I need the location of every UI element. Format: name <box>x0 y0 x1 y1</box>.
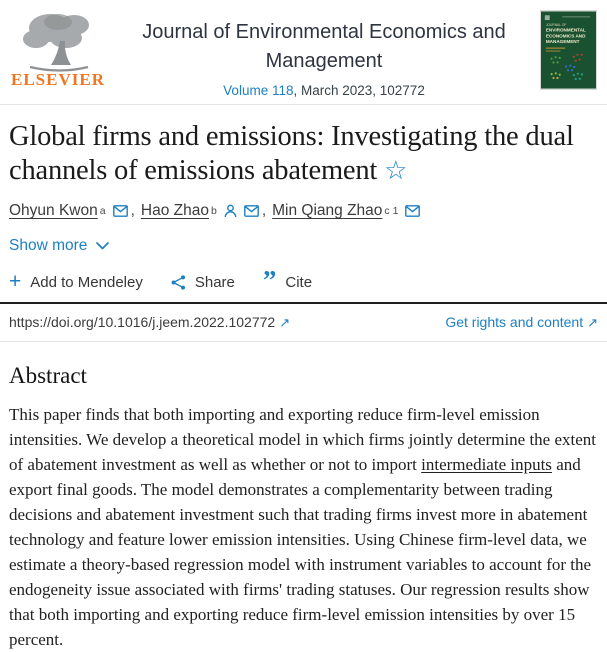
abstract-section <box>0 363 607 652</box>
external-link-icon: ↗ <box>587 314 598 330</box>
external-link-icon: ↗ <box>279 314 291 330</box>
show-more-label: Show more <box>9 236 88 254</box>
rights-label: Get rights and content <box>445 313 584 330</box>
page-title <box>9 120 584 189</box>
footnote-star-icon[interactable]: ☆ <box>384 156 408 186</box>
svg-text:JOURNAL OF: JOURNAL OF <box>545 22 567 27</box>
author-affiliation-sup: c 1 <box>384 204 399 217</box>
issue-info: , March 2023, 102772 <box>293 83 425 98</box>
intermediate-inputs-link[interactable]: intermediate inputs <box>421 454 552 474</box>
add-to-mendeley-button[interactable] <box>9 270 143 294</box>
elsevier-logo[interactable] <box>8 8 108 90</box>
author-affiliation-sup: a <box>99 204 106 217</box>
volume-link[interactable]: Volume 118 <box>223 83 294 98</box>
share-button[interactable] <box>171 274 235 291</box>
show-more-button[interactable] <box>9 237 109 255</box>
svg-text:MANAGEMENT: MANAGEMENT <box>545 39 580 45</box>
share-label: Share <box>194 273 235 291</box>
journal-title-link[interactable]: Journal of Environmental Economics and Management <box>142 21 506 72</box>
elsevier-tree-icon <box>14 8 102 72</box>
journal-cover-image <box>540 10 597 90</box>
action-bar <box>9 265 598 296</box>
author-affiliation-sup: b <box>210 204 217 217</box>
email-author-icon[interactable] <box>113 205 128 217</box>
plus-icon: + <box>9 270 22 294</box>
email-author-icon[interactable] <box>405 205 420 217</box>
svg-text:ENVIRONMENTAL: ENVIRONMENTAL <box>545 27 586 33</box>
header-divider <box>0 104 607 105</box>
cite-button[interactable] <box>262 265 313 296</box>
author-entry <box>9 202 141 220</box>
doi-row <box>0 304 607 341</box>
journal-header-center <box>108 8 540 98</box>
author-entry <box>272 202 420 220</box>
article-head <box>0 120 607 296</box>
email-author-icon[interactable] <box>244 205 259 217</box>
abstract-text-before: This paper finds that both importing and exporting reduce firm-level emission intensities. We develop a theoretical model in which firms jointly determine the extent of abatement investment as well as whether or not to import <box>9 404 597 474</box>
author-entry <box>141 202 272 220</box>
share-icon <box>171 275 186 290</box>
abstract-paragraph <box>9 402 598 652</box>
article-title-text: Global firms and emissions: Investigating the dual channels of emissions abatement <box>9 121 574 187</box>
publisher-name: ELSEVIER <box>11 70 105 89</box>
svg-text:ECONOMICS AND: ECONOMICS AND <box>545 33 586 39</box>
journal-header <box>0 0 607 104</box>
author-name-link[interactable]: Ohyun Kwon <box>9 201 98 219</box>
author-separator: , <box>130 201 135 219</box>
chevron-down-icon <box>96 242 109 250</box>
author-separator: , <box>261 201 267 219</box>
author-name-link[interactable]: Min Qiang Zhao <box>272 201 383 219</box>
author-name-link[interactable]: Hao Zhao <box>140 201 209 219</box>
cite-label: Cite <box>285 273 313 291</box>
rights-and-content-link[interactable] <box>445 314 598 331</box>
corresponding-author-icon[interactable] <box>224 204 237 218</box>
journal-cover[interactable] <box>540 8 599 90</box>
cite-quote-icon: ” <box>262 265 277 296</box>
doi-text: https://doi.org/10.1016/j.jeem.2022.102772 <box>9 313 276 330</box>
author-list <box>9 202 598 220</box>
add-to-mendeley-label: Add to Mendeley <box>30 273 143 291</box>
volume-line <box>108 83 540 98</box>
abstract-text-after: and export final goods. The model demonstrates a complementarity between trading decisions and abatement investment such that trading firms invest more in abatement technology and feature lower emission intensities. Using Chinese firm-level data, we estimate a theory-based regression model with instrument variables to account for the endogeneity issue associated with firms' trading statuses. Our regression results show that both importing and exporting reduce firm-level emission intensities by over 15 percent. <box>9 454 592 649</box>
abstract-heading: Abstract <box>9 362 87 388</box>
doi-divider <box>0 341 607 342</box>
doi-link[interactable] <box>9 314 290 331</box>
